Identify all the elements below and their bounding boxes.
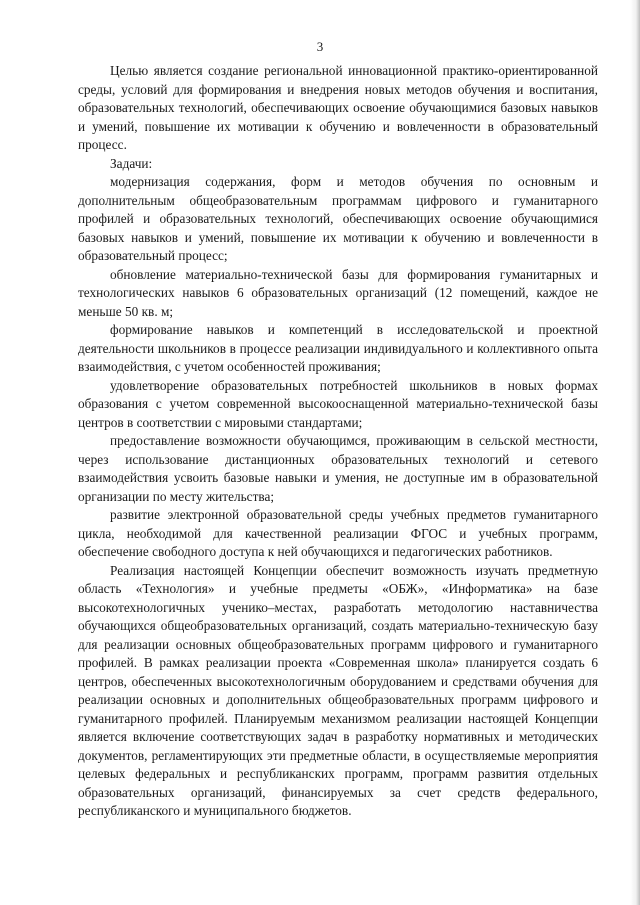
- task-item: модернизация содержания, форм и методов обучения по основным и дополнительным общеобразовательным программам цифрового и гуманитарного профилей и образовательных технологий, обеспечивающих освоение обучающимися базовых навыков и умений, повышение их мотивации к обучению и вовлеченности в образовательный процесс;: [78, 174, 598, 263]
- page-number: 3: [316, 39, 324, 54]
- task-item: развитие электронной образовательной среды учебных предметов гуманитарного цикла, необходимой для качественной реализации ФГОС и учебных программ, обеспечение свободного доступа к ней обучающихся и педагогических работников.: [78, 507, 598, 559]
- tasks-heading: Задачи:: [110, 155, 153, 171]
- task-item: обновление материально-технической базы для формирования гуманитарных и технологических навыков 6 образовательных организаций (12 помещений, каждое не меньше 50 кв. м;: [78, 266, 598, 319]
- task-item: предоставление возможности обучающимся, проживающим в сельской местности, через использование дистанционных образовательных технологий и сетевого взаимодействия усвоить базовые навыки и умения, не доступные им в образовательной организации по месту жительства;: [78, 433, 598, 504]
- goal-paragraph: Целью является создание региональной инновационной практико-ориентированной среды, условий для формирования и внедрения новых методов обучения и воспитания, образовательных технологий, обеспечивающих освоение обучающимися базовых навыков и умений, повышение их мотивации к обучению и вовлеченности в образовательный процесс.: [78, 63, 598, 152]
- task-item: удовлетворение образовательных потребностей школьников в новых формах образования с учетом современной высокооснащенной материально-технической базы центров в соответствии с мировыми стандартами;: [78, 377, 598, 430]
- task-item: формирование навыков и компетенций в исследовательской и проектной деятельности школьников в процессе реализации индивидуального и коллективного опыта взаимодействия, с учетом особенностей проживания;: [78, 322, 598, 374]
- document-body: [78, 62, 598, 821]
- scan-edge-shadow: [630, 0, 640, 905]
- implementation-paragraph: Реализация настоящей Концепции обеспечит возможность изучать предметную область «Технология» и учебные предметы «ОБЖ», «Информатика» на базе высокотехнологичных ученико–местах, разработать методологию наставничества обучающихся общеобразовательных организаций, создать материально-техническую базу для реализации основных общеобразовательных программ цифрового и гуманитарного профилей. В рамках реализации проекта «Современная школа» планируется создать 6 центров, обеспеченных высокотехнологичным оборудованием и средствами обучения для реализации основных и дополнительных общеобразовательных программ цифрового и гуманитарного профилей. Планируемым механизмом реализации настоящей Концепции является включение соответствующих задач в разработку нормативных и методических документов, регламентирующих эти предметные области, в осуществляемые мероприятия целевых федеральных и республиканских программ, программ развития отдельных образовательных организаций, финансируемых за счет средств федерального, республиканского и муниципального бюджетов.: [78, 562, 598, 818]
